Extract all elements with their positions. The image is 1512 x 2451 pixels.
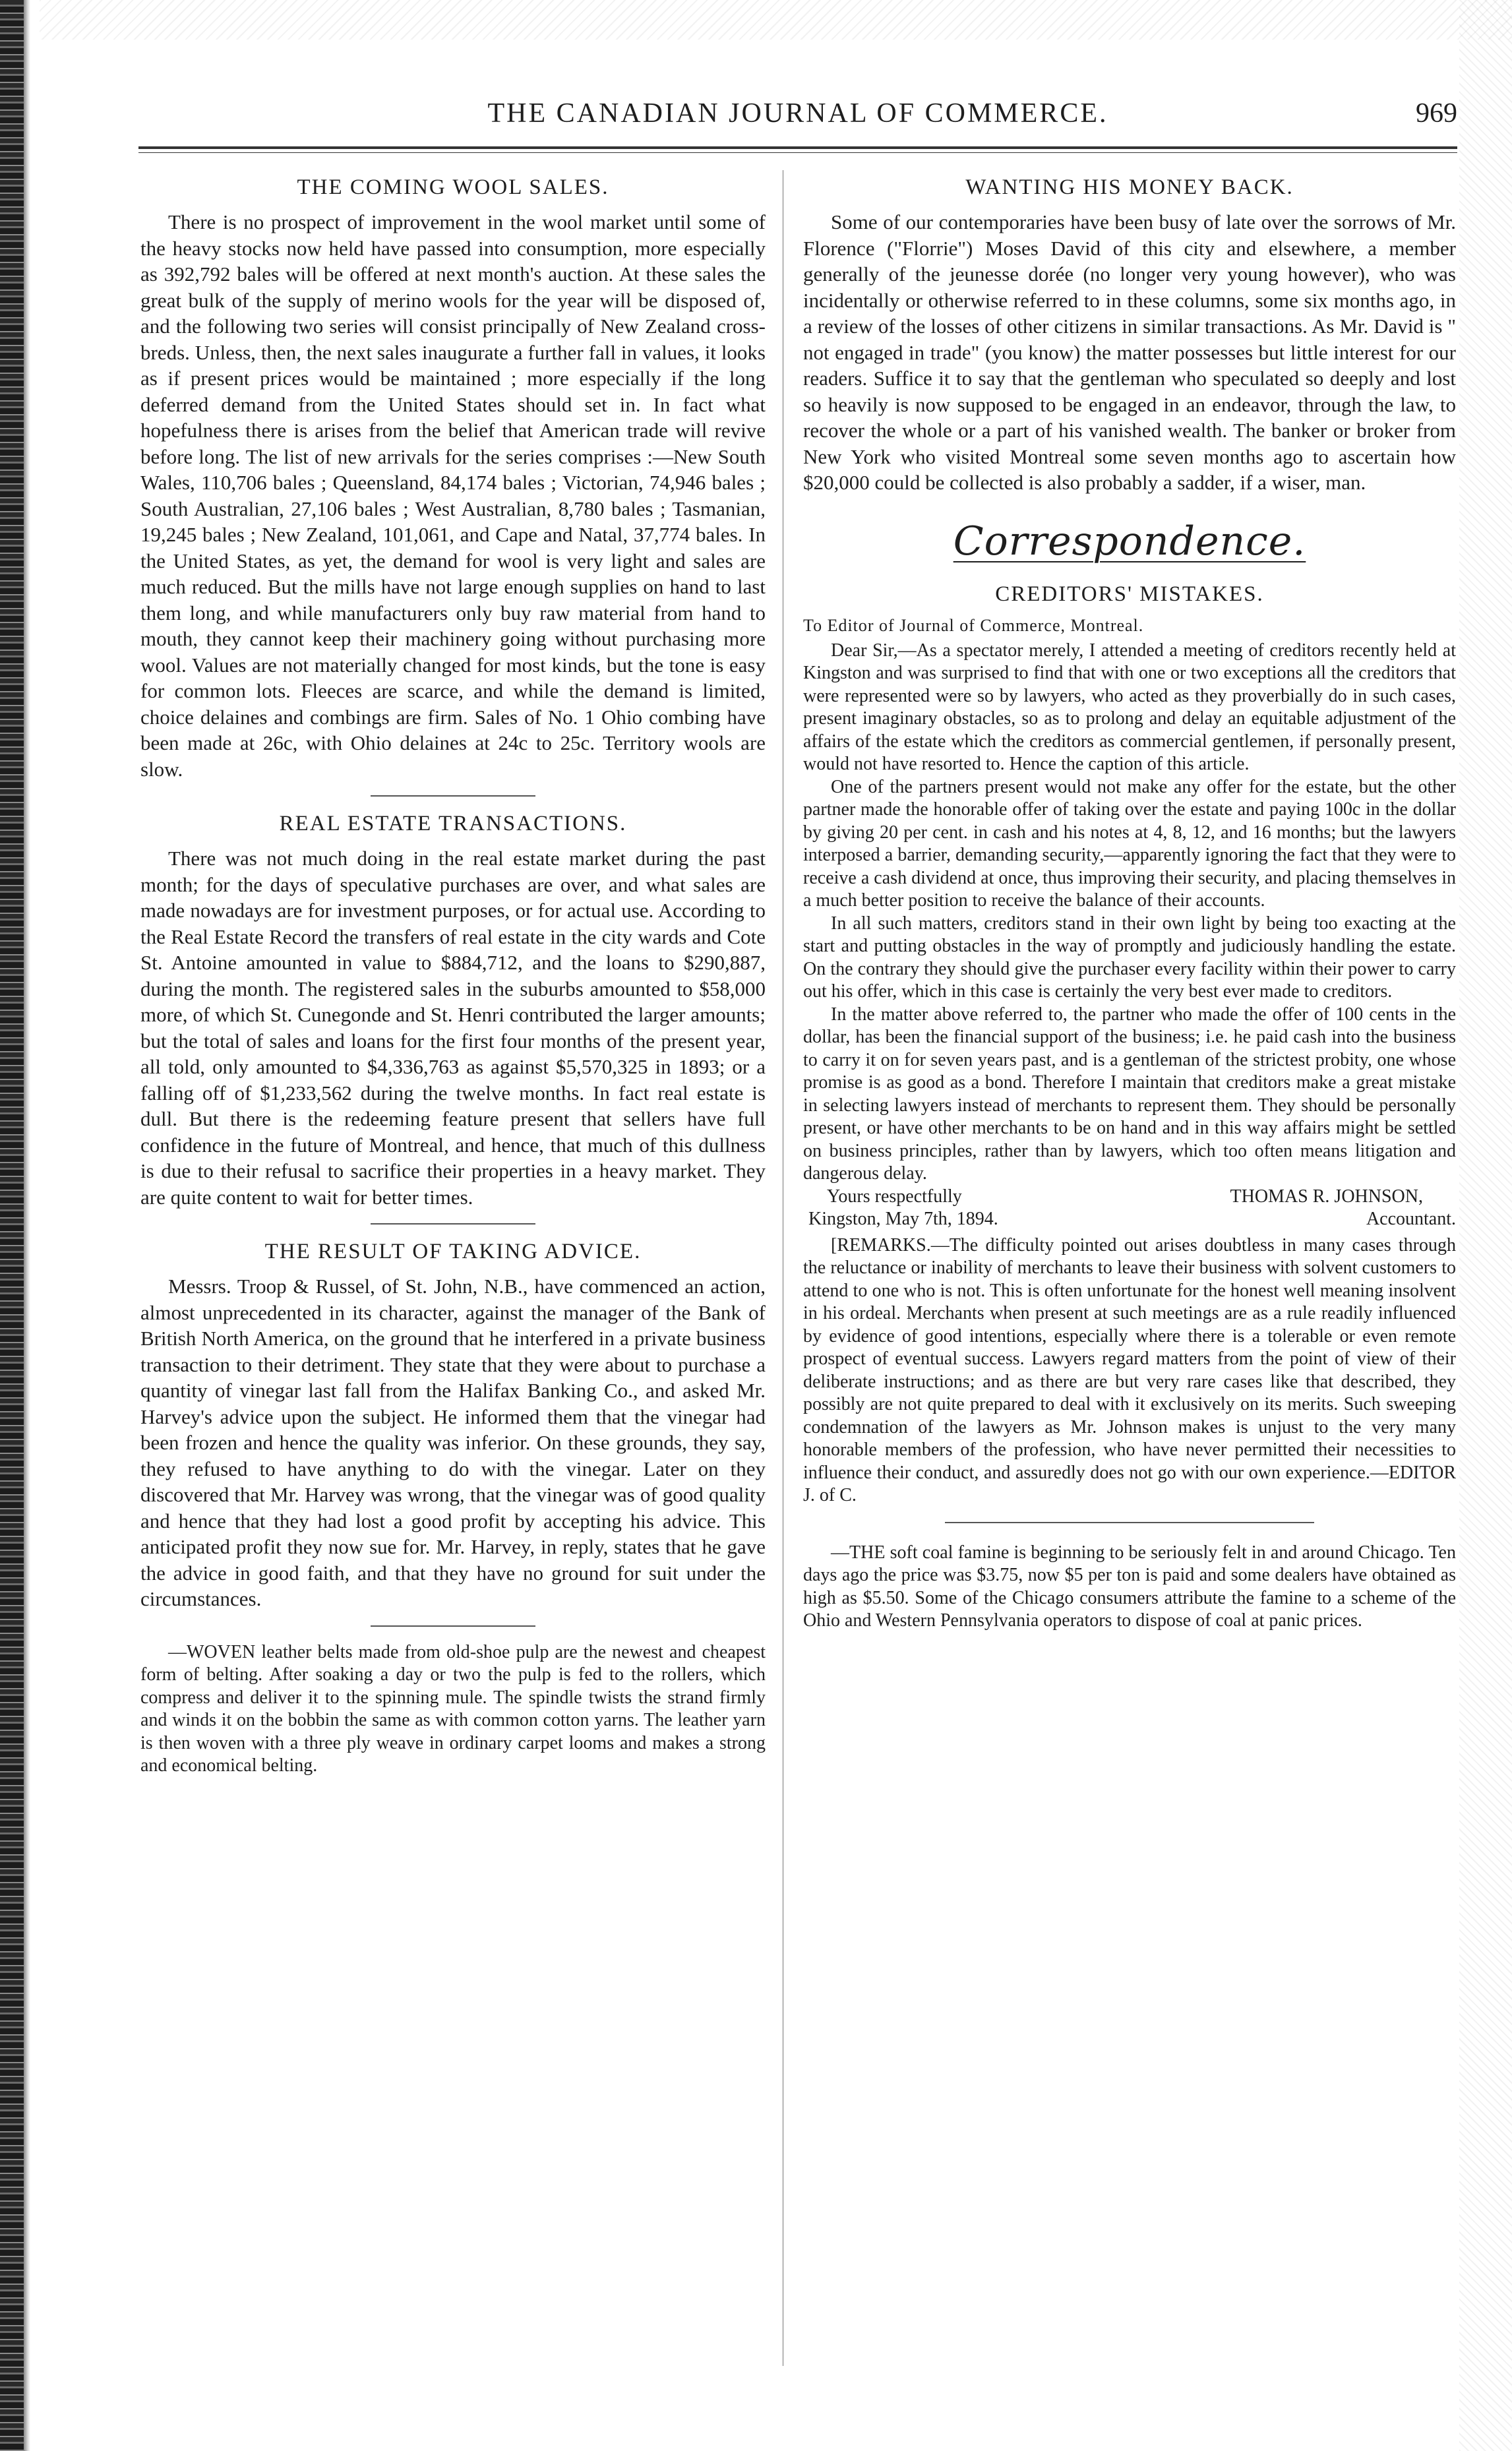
letter-paragraph: In all such matters, creditors stand in their own light by being too exacting at the start and putting obstacles in the way of promptly and judiciously handling the estate. On the contrary they should give the purchaser every facility within their power to carry out his offer, which in this case is certainly the very best ever made to creditors. [803,913,1456,1002]
item-woven-belts [140,1641,766,1778]
article-paragraph: There was not much doing in the real estate market during the past month; for the days of speculative purchases are over, and what sales are made nowadays are for investment purposes, or for actual use. According to the Real Estate Record the transfers of real estate in the city wards and Cote St. Antoine amounted in value to $884,712, and the loans to $290,887, during the month. The registered sales in the suburbs amounted to $58,000 more, of which St. Cunegonde and St. Henri contributed the larger amounts; but the total of sales and loans for the first four months of the present year, all told, only amounted to $4,336,763 as against $5,570,325 in 1893; or a falling off of $1,233,562 during the twelve months. In fact real estate is dull. But there is the redeeming feature present that sellers have full confidence in the future of Montreal, and hence, that much of this dullness is due to their refusal to sacrifice their properties in a heavy market. They are quite content to wait for better times. [140,847,766,1209]
letter-paragraph: One of the partners present would not make any offer for the estate, but the other partner made the honorable offer of taking over the estate and paying 100c in the dollar by giving 20 per cent. in cash and his notes at 4, 8, 12, and 16 months; but the lawyers interposed a barrier, demanding security,—apparently ignoring the fact that they were to receive a cash dividend at once, thus improving their security, and placing themselves in a much better position to receive the balance of their accounts. [803,776,1456,911]
letter-signer-title: Accountant. [1366,1208,1456,1229]
article-title: WANTING HIS MONEY BACK. [965,175,1294,199]
letter-paragraph: Dear Sir,—As a spectator merely, I attended a meeting of creditors recently held at Kingston and was surprised to find that with one or two exceptions all the creditors that were represented were so by lawyers, who acted as they proverbially do in such cases, present imaginary obstacles, so as to prolong and delay an equitable adjustment of the affairs of the estate which the creditors as commercial gentlemen, if personally present, would not have resorted to. Hence the caption of this article. [803,640,1456,774]
header-rule [138,146,1457,153]
article-title: THE COMING WOOL SALES. [297,175,609,199]
binding-shadow [24,0,30,2451]
section-separator [945,1522,1314,1523]
paper-texture-top [40,0,1512,40]
letter-place-date: Kingston, May 7th, 1894. [808,1208,998,1229]
page-number: 969 [1416,98,1457,129]
section-separator [371,795,535,797]
letter-creditors-mistakes [803,582,1456,1507]
paper-texture-right [1459,0,1512,2451]
article-paragraph: There is no prospect of improvement in the wool market until some of the heavy stocks now held have passed into consumption, more especially as 392,792 bales will be offered at next month's auction. At these sales the great bulk of the supply of merino wools for the year will be disposed of, and the following two series will consist principally of New Zealand cross-breds. Unless, then, the next sales inaugurate a further fall in values, it looks as if present prices would be maintained ; more especially if the long deferred demand from the United States should set in. In fact what hopefulness there is arises from the belief that American trade will revive before long. The list of new arrivals for the series comprises :—New South Wales, 110,706 bales ; Queensland, 84,174 bales ; Victorian, 74,946 bales ; South Australian, 27,106 bales ; West Australian, 8,780 bales ; Tasmanian, 19,245 bales ; New Zealand, 101,061, and Cape and Natal, 37,774 bales. In the United States, as yet, the demand for wool is very light and sales are much reduced. But the mills have not large enough supplies on hand to last them long, and while manufacturers only buy raw material from hand to mouth, they cannot keep their machinery going without purchasing more wool. Values are not materially changed for most kinds, but the tone is easy for common lots. Fleeces are scarce, and while the demand is limited, choice delaines and combings are firm. Sales of No. 1 Ohio combing have been made at 26c, with Ohio delaines at 24c to 25c. Territory wools are slow. [140,210,766,781]
running-title: THE CANADIAN JOURNAL OF COMMERCE. [487,98,1108,129]
letter-dateline [803,1208,1456,1230]
news-item-paragraph: —THE soft coal famine is beginning to be seriously felt in and around Chicago. Ten days ago the price was $3.75, now $5 per ton is paid and some dealers have obtained as high as $5.50. Some of the Chicago consumers attribute the famine to a scheme of the Ohio and Western Pennsylvania operators to dispose of coal at panic prices. [803,1542,1456,1631]
article-paragraph: Some of our contemporaries have been busy of late over the sorrows of Mr. Florence ("Florrie") Moses David of this city and elsewhere, a member generally of the jeunesse dorée (no longer very young however), who was incidentally or otherwise referred to in these columns, some six months ago, in a review of the losses of other citizens in similar transactions. As Mr. David is " not engaged in trade" (you know) the matter possesses but little interest for our readers. Suffice it to say that the gentleman who speculated so deeply and lost so heavily is now supposed to be engaged in an endeavor, through the law, to recover the whole or a part of his vanished wealth. The banker or broker from New York who visited Montreal some seven months ago to ascertain how $20,000 could be collected is also probably a sadder, if a wiser, man. [803,210,1456,494]
letter-salutation: To Editor of Journal of Commerce, Montreal. [803,615,1144,635]
article-real-estate [140,811,766,1210]
editor-remarks: [REMARKS.—The difficulty pointed out arises doubtless in many cases through the reluctance or inability of merchants to leave their business with solvent customers to attend to one who is not. This is often unfortunate for the honest well meaning insolvent in his ordeal. Merchants when present at such meetings are as a rule readily influenced by evidence of good intentions, especially where there is a tolerable or even remote prospect of eventual success. Lawyers regard matters from the point of view of their deliberate instructions; and as there are but very rare cases like that described, they possibly are not quite prepared to deal with it exclusively on its merits. Such sweeping condemnation of the lawyers as Mr. Johnson makes is unjust to the very many honorable members of the profession, who have never permitted their necessities to influence their conduct, and assuredly does not go with our own experience.—EDITOR J. of C. [803,1234,1456,1505]
news-item-paragraph: —WOVEN leather belts made from old-shoe pulp are the newest and cheapest form of belting. After soaking a day or two the pulp is fed to the rollers, which compress and deliver it to the spinning mule. The spindle twists the strand firmly and winds it on the bobbin the same as with common cotton yarns. The leather yarn is then woven with a three ply weave in ordinary carpet looms and makes a strong and economical belting. [140,1641,766,1776]
right-column [803,175,1456,1633]
article-title: CREDITORS' MISTAKES. [995,582,1264,606]
article-wool-sales [140,175,766,782]
item-coal-famine [803,1542,1456,1633]
section-separator [371,1223,535,1225]
page-header [138,98,1457,144]
section-separator [371,1625,535,1627]
letter-closing: Yours respectfully [827,1186,962,1207]
letter-paragraph: In the matter above referred to, the partner who made the offer of 100 cents in the dollar, has been the financial support of the business; i.e. he paid cash into the business to carry it on for seven years past, and is a gentleman of the strictest probity, one whose promise is as good as a bond. Therefore I maintain that creditors make a great mistake in selecting lawyers instead of merchants to represent them. They should be personally present, or have other merchants to be on hand and in this way affairs might be settled on business principles, rather than by lawyers, which too often means litigation and dangerous delay. [803,1004,1456,1184]
article-taking-advice [140,1239,766,1612]
letter-signature [803,1186,1456,1208]
left-column [140,175,766,1778]
letter-signer: THOMAS R. JOHNSON, [1230,1186,1423,1207]
article-money-back [803,175,1456,496]
correspondence-heading: Correspondence. [953,518,1306,564]
article-title: THE RESULT OF TAKING ADVICE. [264,1240,642,1263]
binding-edge [0,0,24,2451]
article-title: REAL ESTATE TRANSACTIONS. [279,812,627,835]
article-paragraph: Messrs. Troop & Russel, of St. John, N.B., have commenced an action, almost unprecedented in its character, against the manager of the Bank of British North America, on the ground that he interfered in a private business transaction to their detriment. They state that they were about to purchase a quantity of vinegar last fall from the Halifax Banking Co., and asked Mr. Harvey's advice upon the subject. He informed them that the vinegar had been frozen and hence the quality was inferior. On these grounds, they say, they refused to have anything to do with the vinegar. Later on they discovered that Mr. Harvey was wrong, that the vinegar was of good quality and hence that they had lost a good profit by accepting his advice. This anticipated profit they now sue for. Mr. Harvey, in reply, states that he gave the advice in good faith, and that they have no ground for suit under the circumstances. [140,1275,766,1610]
